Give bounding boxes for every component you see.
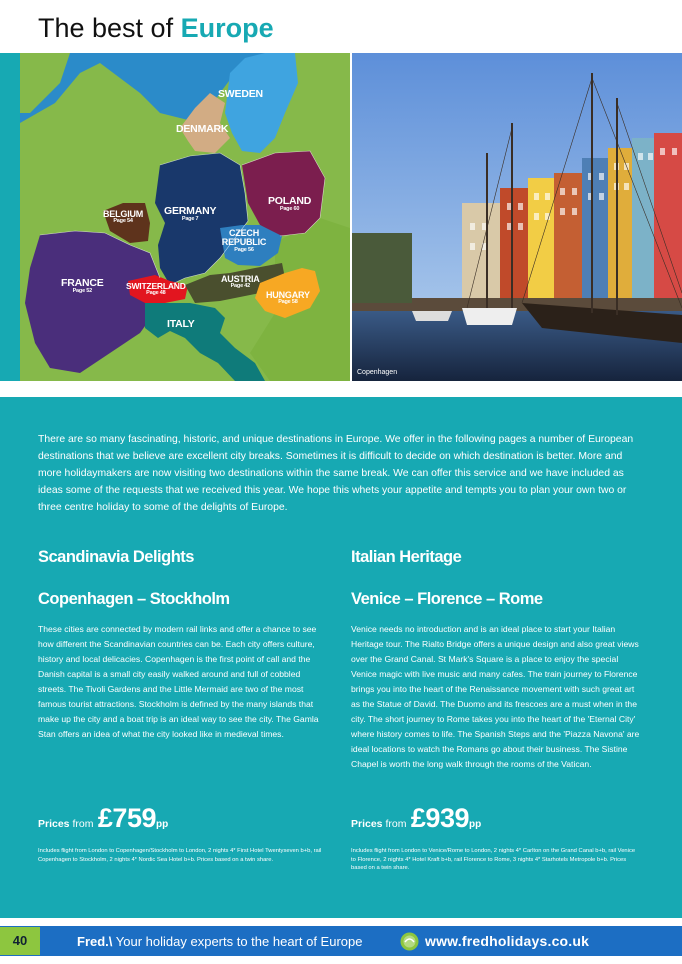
country-page: Page 7: [181, 216, 199, 223]
country-label-poland: [268, 196, 311, 213]
country-name: SWITZERLAND: [126, 281, 186, 291]
page-title: [38, 13, 274, 44]
intro-paragraph: There are so many fascinating, historic, and unique destinations in Europe. We offer in the following pages a number of European destinations that we believe are excellent city breaks. Sometimes it is difficult to decide on which destination is better. More and more holidaymakers are now visiting two destinations within the same break. We can offer this service and we have included as ideas some of the requests that we received this year. We hope this whets your appetite and tempts you to plan your own two or three centre holiday to some of the delights of Europe.: [38, 434, 634, 513]
left-body: These cities are connected by modern rail links and offer a chance to see how different the Scandinavian countries can be. Each city offers culture, history and local delicacies. Copenhagen is the first point of call and the Danish capital is a small city easily walked around and full of cobbled streets. The Tivoli Gardens and the Little Mermaid are two of the most famous tourist attractions. Stockholm is defined by the many islands that make up the city and a boat trip is an ideal way to see the city. The Gamla Stan offers an idea of what the city looked like in medieval times.: [38, 624, 319, 739]
price-amount: £939: [410, 803, 469, 833]
harbour-scene: [352, 53, 682, 381]
price-unit: pp: [155, 819, 169, 830]
country-page: Page 52: [72, 288, 92, 295]
country-name: GERMANY: [164, 205, 217, 217]
country-label-austria: [221, 275, 260, 290]
europe-map: [20, 53, 350, 381]
website-link[interactable]: www.fredholidays.co.uk: [425, 933, 590, 949]
country-page: Page 60: [279, 206, 300, 213]
country-name: HUNGARY: [266, 290, 310, 300]
price-label-text: Prices: [351, 818, 383, 830]
country-label-france: [61, 278, 104, 295]
country-page: Page 48: [146, 289, 166, 296]
right-subheading: Venice – Florence – Rome: [351, 590, 543, 608]
left-heading: Scandinavia Delights: [38, 548, 194, 566]
country-name: SWEDEN: [218, 88, 263, 100]
price-unit: pp: [468, 819, 482, 830]
country-label-germany: [164, 206, 216, 223]
country-label-italy: [167, 319, 195, 330]
country-page: Page 42: [230, 283, 250, 290]
country-name: DENMARK: [176, 123, 229, 135]
right-body: Venice needs no introduction and is an ideal place to start your Italian Heritage tour. The Rialto Bridge offers a unique design and also great views over the Grand Canal. St Mark's Square is a place to enjoy the special Venice magic with live music and many cafes. The train journey to Florence brings you into the heart of the Renaissance movement with such great art as the Statue of David. The Duomo and its frescoes are a must when in the city. The short journey to Rome takes you into the heart of the 'Eternal City' where history comes to life. The Spanish Steps and the 'Piazza Navona' are ideal locations to watch the Romans go about their business. The Sistine Chapel is worth the long walk through the rooms of the Vatican.: [351, 624, 640, 769]
country-label-sweden: [218, 89, 263, 100]
country-name: CZECH REPUBLIC: [221, 228, 267, 248]
price-label-text: Prices: [38, 818, 70, 830]
footer-brand: Fred.\: [77, 934, 113, 949]
right-price: [351, 803, 481, 834]
country-label-belgium: [103, 210, 143, 225]
left-price: [38, 803, 168, 834]
country-name: BELGIUM: [103, 209, 144, 219]
footer-tagline-text: Your holiday experts to the heart of Europe: [115, 934, 363, 949]
photo-caption: Copenhagen: [357, 369, 398, 376]
price-label: [38, 818, 93, 830]
country-label-denmark: [176, 124, 228, 135]
price-amount: £759: [97, 803, 156, 833]
country-name: AUSTRIA: [221, 274, 260, 284]
title-prefix: The best of: [38, 13, 174, 43]
price-label: [351, 818, 406, 830]
title-brand: Europe: [180, 13, 274, 43]
footer-tagline: [77, 934, 362, 949]
country-label-hungary: [266, 291, 310, 306]
left-note: Includes flight from London to Copenhagen/Stockholm to London, 2 nights 4* First Hotel Twentyseven b+b, rail Copenhagen to Stockholm, 2 nights 4* Nordic Sea Hotel b+b. Prices based on a twin share.: [38, 848, 322, 863]
right-heading: Italian Heritage: [351, 548, 462, 566]
right-note: Includes flight from London to Venice/Rome to London, 2 nights 4* Carlton on the Grand Canal b+b, rail Venice to Florence, 2 nights 4* Hotel Kraft b+b, rail Florence to Rome, 3 nights 4* Starhotels Metropole b+b. Prices based on a twin share.: [351, 848, 636, 871]
left-subheading: Copenhagen – Stockholm: [38, 590, 230, 608]
page-number: 40: [0, 927, 40, 955]
country-name: POLAND: [268, 195, 312, 207]
price-from: from: [385, 818, 407, 830]
country-label-switzerland: [126, 282, 186, 297]
left-accent-bar: [0, 53, 20, 381]
fred-logo-icon: [400, 932, 419, 951]
country-label-czech-republic: [218, 229, 270, 254]
country-page: Page 56: [234, 246, 254, 253]
country-name: ITALY: [167, 318, 195, 330]
price-from: from: [72, 818, 94, 830]
copenhagen-photo: [352, 53, 682, 381]
country-page: Page 54: [113, 218, 133, 225]
country-name: FRANCE: [61, 277, 104, 289]
country-page: Page 58: [278, 299, 298, 306]
